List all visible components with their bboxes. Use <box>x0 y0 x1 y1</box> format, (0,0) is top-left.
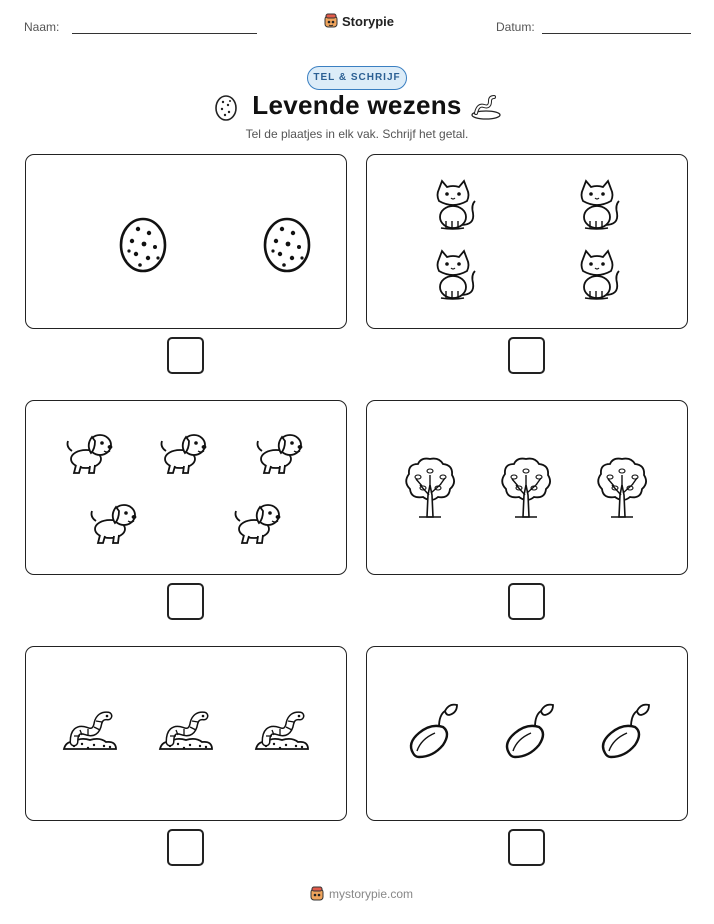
activity-badge: TEL & SCHRIJF <box>307 66 407 90</box>
brand-logo <box>323 13 394 29</box>
answer-box-4[interactable] <box>508 583 545 620</box>
cat-icon <box>575 179 623 236</box>
dog-icon <box>158 429 210 482</box>
counting-panel-3 <box>25 400 347 575</box>
counting-panel-4 <box>366 400 688 575</box>
counting-panel-5 <box>25 646 347 821</box>
storypie-mascot-icon <box>323 13 339 29</box>
worm-icon <box>470 94 502 120</box>
dog-icon <box>232 499 284 552</box>
worm-icon <box>156 709 216 760</box>
counting-panel-2 <box>366 154 688 329</box>
answer-box-3[interactable] <box>167 583 204 620</box>
tree-icon <box>403 455 457 524</box>
instructions: Tel de plaatjes in elk vak. Schrijf het getal. <box>245 127 469 141</box>
page-title: Levende wezens <box>252 90 462 120</box>
storypie-mascot-icon <box>309 886 325 902</box>
date-label: Datum: <box>496 20 535 34</box>
cat-icon <box>431 179 479 236</box>
counting-panel-1 <box>25 154 347 329</box>
dog-icon <box>254 429 306 482</box>
cat-icon <box>431 249 479 306</box>
dog-icon <box>88 499 140 552</box>
seed-icon <box>405 701 461 766</box>
seed-icon <box>501 701 557 766</box>
footer-url: mystorypie.com <box>329 887 414 901</box>
worm-icon <box>60 709 120 760</box>
tree-icon <box>595 455 649 524</box>
egg-icon <box>262 213 312 278</box>
name-label: Naam: <box>24 20 60 34</box>
answer-box-1[interactable] <box>167 337 204 374</box>
cat-icon <box>575 249 623 306</box>
brand-name: Storypie <box>342 13 395 29</box>
date-line[interactable] <box>542 33 691 34</box>
worm-icon <box>252 709 312 760</box>
dog-icon <box>64 429 116 482</box>
answer-box-2[interactable] <box>508 337 545 374</box>
seed-icon <box>597 701 653 766</box>
answer-box-6[interactable] <box>508 829 545 866</box>
answer-box-5[interactable] <box>167 829 204 866</box>
counting-panel-6 <box>366 646 688 821</box>
name-line[interactable] <box>72 33 257 34</box>
tree-icon <box>499 455 553 524</box>
egg-icon <box>118 213 168 278</box>
footer <box>309 886 413 902</box>
